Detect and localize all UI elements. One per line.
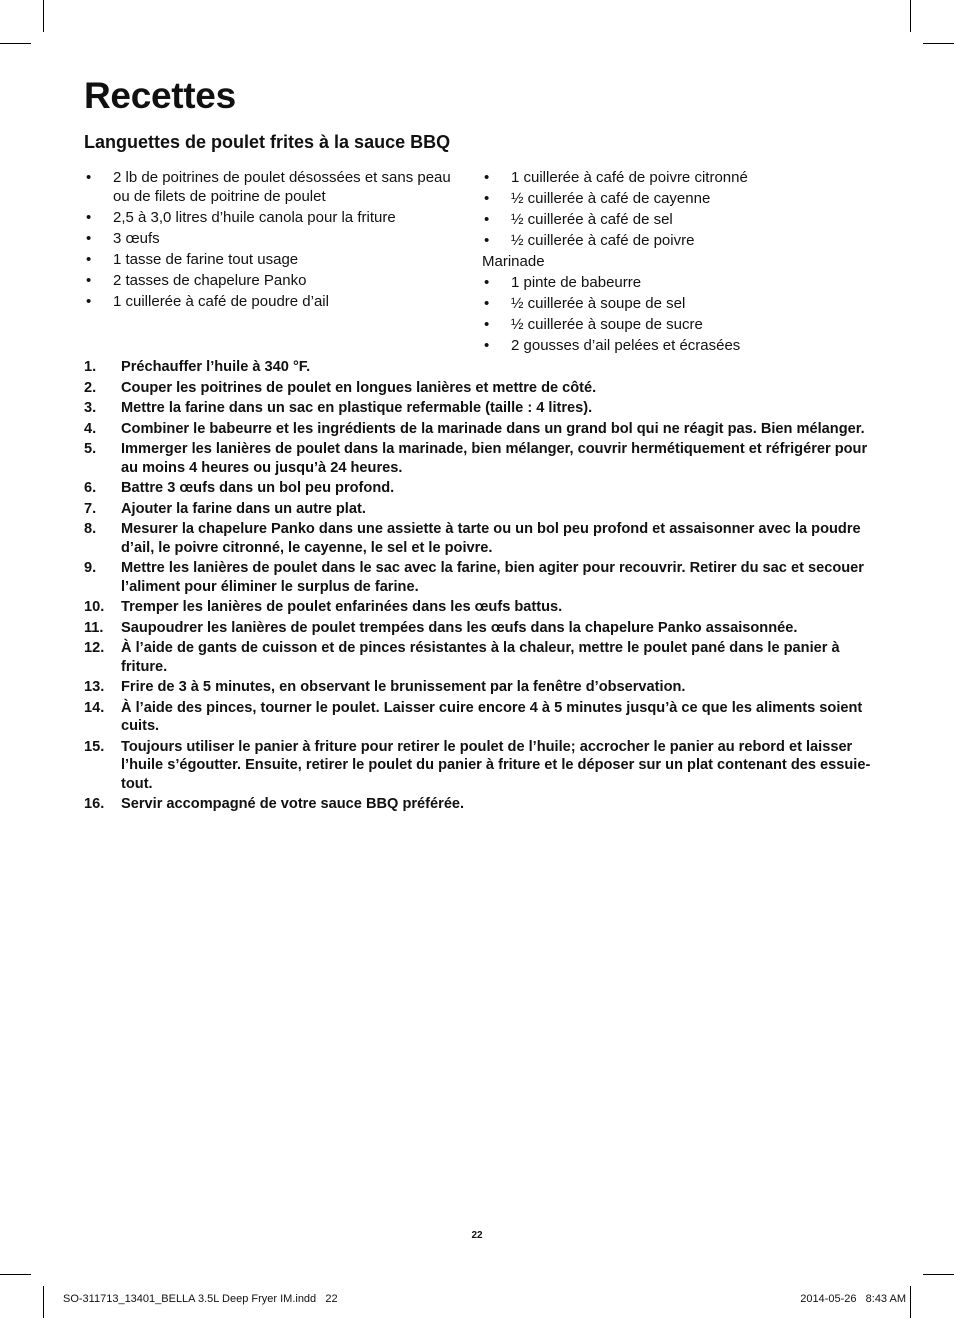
step-text: Préchauffer l’huile à 340 °F.	[121, 359, 311, 375]
ingredient-text: 1 cuillerée à café de poivre citronné	[511, 169, 748, 186]
instructions-list	[84, 358, 874, 816]
step-number: 3.	[84, 400, 97, 416]
ingredient-item	[84, 229, 464, 248]
instruction-step	[84, 440, 874, 477]
instruction-step	[84, 379, 874, 398]
instruction-step	[84, 678, 874, 697]
step-text: Tremper les lanières de poulet enfarinées dans les œufs battus.	[121, 599, 563, 615]
crop-mark	[0, 1274, 31, 1275]
crop-mark	[910, 0, 911, 32]
instruction-step	[84, 399, 874, 418]
step-text: Combiner le babeurre et les ingrédients de la marinade dans un grand bol qui ne réagit pas. Bien mélanger.	[121, 420, 865, 437]
bullet-icon: •	[484, 337, 490, 354]
ingredient-item	[482, 189, 882, 208]
ingredient-item	[482, 336, 882, 355]
bullet-icon: •	[86, 272, 92, 289]
instruction-step	[84, 795, 874, 814]
instruction-step	[84, 598, 874, 617]
bullet-icon: •	[484, 295, 490, 312]
ingredient-text: 2 tasses de chapelure Panko	[113, 272, 307, 289]
ingredient-text: ½ cuillerée à soupe de sucre	[511, 316, 703, 333]
step-number: 8.	[84, 521, 97, 537]
step-number: 14.	[84, 699, 105, 716]
ingredient-item	[84, 271, 464, 290]
bullet-icon: •	[484, 232, 490, 249]
instruction-step	[84, 619, 874, 638]
step-number: 15.	[84, 738, 105, 755]
crop-mark	[910, 1286, 911, 1318]
bullet-icon: •	[86, 293, 92, 310]
ingredient-item	[84, 208, 464, 227]
step-text: Couper les poitrines de poulet en longues lanières et mettre de côté.	[121, 379, 597, 396]
step-text: Saupoudrer les lanières de poulet trempées dans les œufs dans la chapelure Panko assaisonnée.	[121, 619, 798, 636]
crop-mark	[43, 1286, 44, 1318]
step-text: Mesurer la chapelure Panko dans une assiette à tarte ou un bol peu profond et assaisonner avec la poudre d’ail, le poivre citronné, le cayenne, le sel et le poivre.	[121, 521, 861, 556]
bullet-icon: •	[86, 209, 92, 226]
instruction-step	[84, 420, 874, 439]
print-slug-file: SO-311713_13401_BELLA 3.5L Deep Fryer IM.indd 22	[63, 1293, 338, 1305]
step-number: 5.	[84, 441, 97, 457]
step-text: Servir accompagné de votre sauce BBQ préférée.	[121, 796, 465, 812]
marinade-heading: Marinade	[482, 253, 545, 270]
print-slug-date: 2014-05-26 8:43 AM	[800, 1293, 906, 1305]
crop-mark	[923, 1274, 954, 1275]
step-text: Mettre les lanières de poulet dans le sac avec la farine, bien agiter pour recouvrir. Retirer du sac et secouer l’aliment pour éliminer le surplus de farine.	[121, 560, 864, 595]
ingredient-text: ½ cuillerée à café de cayenne	[511, 190, 711, 207]
step-number: 6.	[84, 480, 97, 496]
instruction-step	[84, 520, 874, 557]
step-number: 10.	[84, 599, 105, 615]
ingredient-text: ½ cuillerée à soupe de sel	[511, 295, 686, 312]
ingredient-item	[482, 294, 882, 313]
instruction-step	[84, 699, 874, 736]
ingredients-list-left	[84, 168, 464, 313]
step-text: Toujours utiliser le panier à friture pour retirer le poulet de l’huile; accrocher le panier au rebord et laisser l’huile s’égoutter. Ensuite, retirer le poulet du panier à friture et le déposer sur un plat contenant des essuie-tout.	[121, 738, 871, 792]
ingredient-text: 2 lb de poitrines de poulet désossées et sans peau ou de filets de poitrine de poulet	[113, 169, 451, 205]
bullet-icon: •	[86, 169, 92, 186]
ingredient-item	[482, 315, 882, 334]
crop-mark	[923, 43, 954, 44]
recipe-title: Languettes de poulet frites à la sauce BBQ	[84, 132, 451, 152]
step-number: 1.	[84, 359, 97, 375]
step-text: À l’aide de gants de cuisson et de pinces résistantes à la chaleur, mettre le poulet pané dans le panier à friture.	[121, 640, 840, 675]
instruction-step	[84, 500, 874, 519]
bullet-icon: •	[86, 230, 92, 247]
step-text: À l’aide des pinces, tourner le poulet. Laisser cuire encore 4 à 5 minutes jusqu’à ce que les aliments soient cuits.	[121, 699, 863, 734]
step-text: Battre 3 œufs dans un bol peu profond.	[121, 480, 395, 496]
step-number: 7.	[84, 500, 97, 517]
ingredient-item	[482, 168, 882, 187]
ingredient-item	[84, 250, 464, 269]
crop-mark	[43, 0, 44, 32]
ingredient-text: 2,5 à 3,0 litres d’huile canola pour la friture	[113, 209, 396, 226]
ingredients-list-right	[482, 168, 882, 357]
ingredient-text: 1 tasse de farine tout usage	[113, 251, 299, 268]
ingredient-text: 3 œufs	[113, 230, 160, 247]
instruction-step	[84, 559, 874, 596]
step-text: Ajouter la farine dans un autre plat.	[121, 500, 366, 517]
bullet-icon: •	[484, 211, 490, 228]
ingredient-text: 1 pinte de babeurre	[511, 274, 642, 291]
step-number: 11.	[84, 619, 104, 636]
ingredient-item	[482, 210, 882, 229]
step-number: 13.	[84, 679, 105, 695]
page-title: Recettes	[84, 75, 236, 116]
instruction-step	[84, 358, 874, 377]
ingredient-text: ½ cuillerée à café de sel	[511, 211, 673, 228]
instruction-step	[84, 738, 874, 794]
step-text: Mettre la farine dans un sac en plastique refermable (taille : 4 litres).	[121, 400, 593, 416]
page-number: 22	[471, 1230, 483, 1241]
bullet-icon: •	[484, 169, 490, 186]
ingredient-item	[84, 292, 464, 311]
instruction-step	[84, 639, 874, 676]
step-number: 16.	[84, 796, 105, 812]
crop-mark	[0, 43, 31, 44]
instruction-step	[84, 479, 874, 498]
step-number: 9.	[84, 560, 97, 576]
step-number: 4.	[84, 420, 97, 437]
ingredient-item	[482, 273, 882, 292]
step-text: Frire de 3 à 5 minutes, en observant le brunissement par la fenêtre d’observation.	[121, 679, 686, 695]
ingredient-text: 1 cuillerée à café de poudre d’ail	[113, 293, 329, 310]
ingredient-text: 2 gousses d’ail pelées et écrasées	[511, 337, 741, 354]
ingredient-text: ½ cuillerée à café de poivre	[511, 232, 695, 249]
bullet-icon: •	[484, 316, 490, 333]
step-text: Immerger les lanières de poulet dans la marinade, bien mélanger, couvrir hermétiquement et réfrigérer pour au moins 4 heures ou jusqu’à 24 heures.	[121, 441, 868, 476]
ingredient-item	[482, 231, 882, 250]
bullet-icon: •	[484, 274, 490, 291]
step-number: 2.	[84, 379, 97, 396]
ingredient-item	[84, 168, 464, 206]
bullet-icon: •	[484, 190, 490, 207]
bullet-icon: •	[86, 251, 92, 268]
step-number: 12.	[84, 640, 105, 656]
